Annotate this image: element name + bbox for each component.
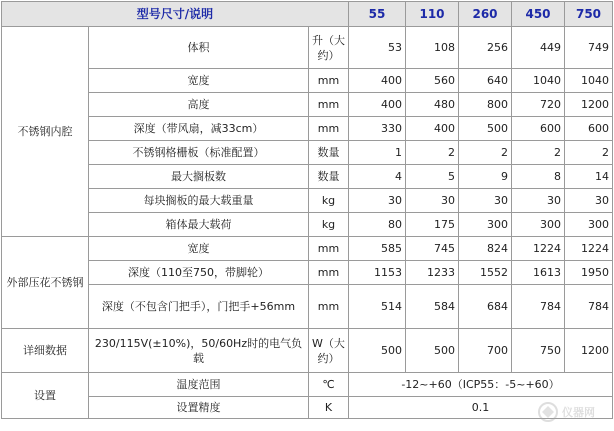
row-value: 514 [349,285,406,329]
row-value: 30 [459,189,512,213]
header-model: 型号尺寸/说明 [2,2,349,27]
group-embossed-exterior: 外部压花不锈钢 [2,237,89,329]
row-value: 400 [349,69,406,93]
row-value: 600 [512,117,565,141]
row-value: 784 [565,285,613,329]
row-value: 1613 [512,261,565,285]
row-value: 1233 [406,261,459,285]
row-span-value: -12~+60（ICP55：-5~+60） [349,373,613,397]
row-unit: 升（大约） [309,27,349,69]
row-value: 2 [459,141,512,165]
row-value: 745 [406,237,459,261]
row-value: 500 [459,117,512,141]
row-value: 4 [349,165,406,189]
row-unit: mm [309,69,349,93]
row-value: 175 [406,213,459,237]
row-value: 700 [459,329,512,373]
row-unit: 数量 [309,141,349,165]
row-value: 300 [459,213,512,237]
row-item: 不锈钢格栅板（标准配置） [89,141,309,165]
table-row [2,165,613,189]
table-row [2,141,613,165]
row-item: 高度 [89,93,309,117]
row-value: 300 [565,213,613,237]
table-row [2,189,613,213]
table-row [2,27,613,69]
header-55: 55 [349,2,406,27]
row-value: 640 [459,69,512,93]
group-details: 详细数据 [2,329,89,373]
row-value: 584 [406,285,459,329]
row-value: 1040 [512,69,565,93]
row-item: 宽度 [89,237,309,261]
row-value: 500 [349,329,406,373]
group-stainless-interior: 不锈钢内腔 [2,27,89,237]
row-value: 330 [349,117,406,141]
watermark-text: 仪器网 [562,406,595,419]
spec-table [1,1,613,419]
row-value: 30 [565,189,613,213]
row-unit: mm [309,261,349,285]
row-unit: mm [309,237,349,261]
row-value: 256 [459,27,512,69]
table-row [2,237,613,261]
row-value: 300 [512,213,565,237]
row-unit: mm [309,117,349,141]
row-value: 53 [349,27,406,69]
group-settings: 设置 [2,373,89,419]
row-item: 设置精度 [89,397,309,419]
row-value: 400 [349,93,406,117]
row-value: 2 [406,141,459,165]
header-260: 260 [459,2,512,27]
row-item: 深度（不包含门把手），门把手+56mm [89,285,309,329]
row-value: 560 [406,69,459,93]
row-value: 30 [406,189,459,213]
row-value: 1200 [565,329,613,373]
row-value: 824 [459,237,512,261]
row-unit: kg [309,189,349,213]
header-row [2,2,613,27]
row-item: 深度（110至750，带脚轮） [89,261,309,285]
row-value: 400 [406,117,459,141]
row-span-value: 0.1 [349,397,613,419]
row-item: 箱体最大载荷 [89,213,309,237]
row-item: 体积 [89,27,309,69]
row-value: 2 [512,141,565,165]
table-row [2,69,613,93]
row-unit: K [309,397,349,419]
header-750: 750 [565,2,613,27]
row-value: 30 [512,189,565,213]
row-value: 1552 [459,261,512,285]
row-value: 108 [406,27,459,69]
row-value: 749 [565,27,613,69]
header-450: 450 [512,2,565,27]
table-row [2,213,613,237]
row-value: 14 [565,165,613,189]
row-value: 30 [349,189,406,213]
table-row [2,397,613,419]
row-item: 深度（带风扇，减33cm） [89,117,309,141]
row-value: 449 [512,27,565,69]
row-value: 480 [406,93,459,117]
row-unit: 数量 [309,165,349,189]
row-value: 1153 [349,261,406,285]
table-row [2,261,613,285]
row-value: 600 [565,117,613,141]
row-unit: kg [309,213,349,237]
row-value: 1 [349,141,406,165]
table-row [2,93,613,117]
row-item: 温度范围 [89,373,309,397]
table-row [2,373,613,397]
row-value: 800 [459,93,512,117]
row-value: 9 [459,165,512,189]
row-unit: ℃ [309,373,349,397]
row-value: 585 [349,237,406,261]
row-item: 230/115V(±10%)，50/60Hz时的电气负载 [89,329,309,373]
table-row [2,329,613,373]
header-110: 110 [406,2,459,27]
row-value: 8 [512,165,565,189]
table-row [2,285,613,329]
row-value: 2 [565,141,613,165]
row-value: 5 [406,165,459,189]
table-row [2,117,613,141]
row-value: 750 [512,329,565,373]
row-value: 500 [406,329,459,373]
row-value: 1040 [565,69,613,93]
row-unit: W（大约） [309,329,349,373]
row-unit: mm [309,93,349,117]
row-item: 每块搁板的最大载重量 [89,189,309,213]
row-value: 784 [512,285,565,329]
row-item: 宽度 [89,69,309,93]
row-value: 1224 [565,237,613,261]
row-unit: mm [309,285,349,329]
row-value: 1224 [512,237,565,261]
row-item: 最大搁板数 [89,165,309,189]
row-value: 720 [512,93,565,117]
row-value: 1200 [565,93,613,117]
row-value: 684 [459,285,512,329]
row-value: 1950 [565,261,613,285]
row-value: 80 [349,213,406,237]
